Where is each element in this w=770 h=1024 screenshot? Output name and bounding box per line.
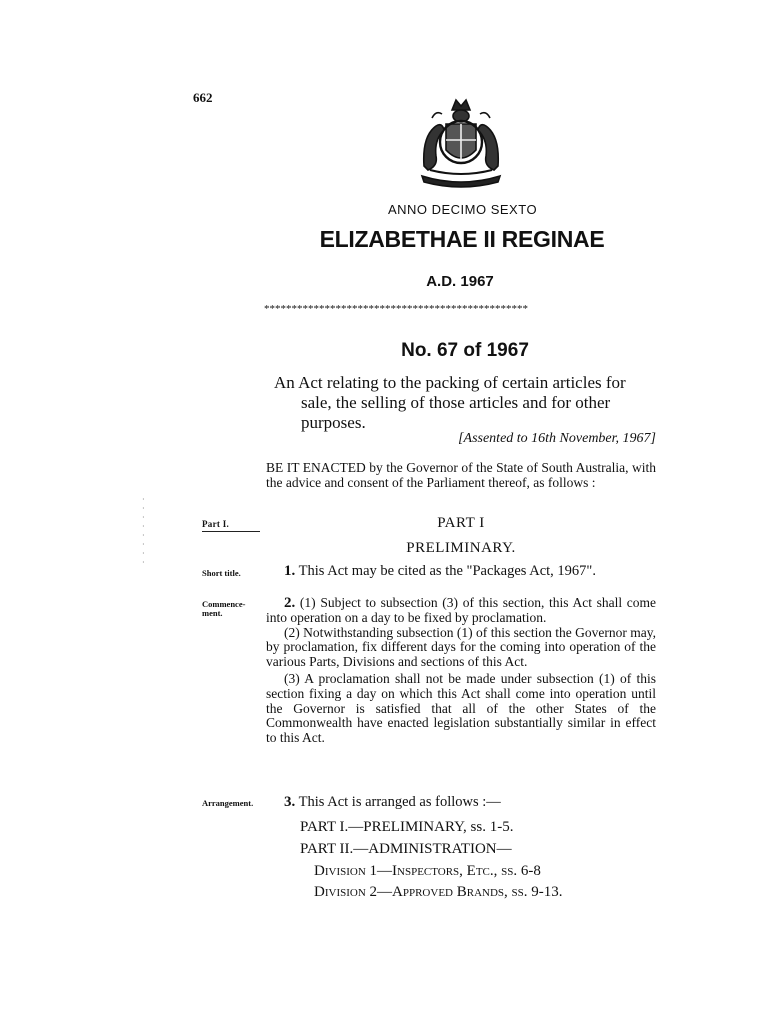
margin-note-arrangement: Arrangement. [202,798,254,808]
section-number: 1. [284,563,296,579]
page-number: 662 [193,90,213,105]
part-heading: PART I [437,515,485,531]
section-text: This Act may be cited as the "Packages Act, 1967". [298,563,596,579]
section-number: 3. [284,794,296,810]
part-margin-label: Part I. [202,519,260,532]
section-1 [266,564,656,579]
arrangement-division-2: Division 2—Approved Brands, ss. 9-13. [314,884,563,900]
act-number: No. 67 of 1967 [401,340,529,361]
long-title [274,373,652,433]
monarch-title: ELIZABETHAE II REGINAE [319,226,605,252]
long-title-line: An Act relating to the packing of certain articles for [274,373,626,392]
enacting-clause: BE IT ENACTED by the Governor of the State of South Australia, with the advice and consent of the Parliament thereof, as follows : [266,460,656,490]
section-2 [266,596,656,746]
assent-date: [Assented to 16th November, 1967] [458,431,656,446]
subsection-1: (1) Subject to subsection (3) of this section, this Act shall come into operation on a day to be fixed by proclamation. [266,595,657,625]
margin-specks: · · · · · · · · [142,495,145,567]
section-3 [266,795,656,810]
ornamental-rule: ************************************************ [264,303,528,315]
part-title: PRELIMINARY. [406,540,516,556]
year-label: A.D. 1967 [426,273,494,290]
arrangement-part-1: PART I.—PRELIMINARY, ss. 1-5. [300,819,514,835]
royal-coat-of-arms-icon [412,96,510,190]
subsection-3: (3) A proclamation shall not be made under subsection (1) of this section fixing a day on which this Act shall come into operation until the Governor is satisfied that all of the other States of the Commonwealth have enacted legislation substantially similar in effect to this Act. [266,670,656,746]
margin-note-short-title: Short title. [202,568,241,578]
subsection-2: (2) Notwithstanding subsection (1) of this section the Governor may, by proclamation, fix different days for the coming into operation of the various Parts, Divisions and sections of this Act. [266,624,656,670]
arrangement-division-1: Division 1—Inspectors, Etc., ss. 6-8 [314,863,541,879]
long-title-line: purposes. [301,413,366,432]
arrangement-part-2: PART II.—ADMINISTRATION— [300,841,512,857]
section-text: This Act is arranged as follows :— [298,794,501,810]
long-title-line: sale, the selling of those articles and for other [301,393,611,412]
margin-note-commencement: Commence-ment. [202,599,246,618]
regnal-year: ANNO DECIMO SEXTO [387,202,538,217]
section-number: 2. [284,595,296,611]
